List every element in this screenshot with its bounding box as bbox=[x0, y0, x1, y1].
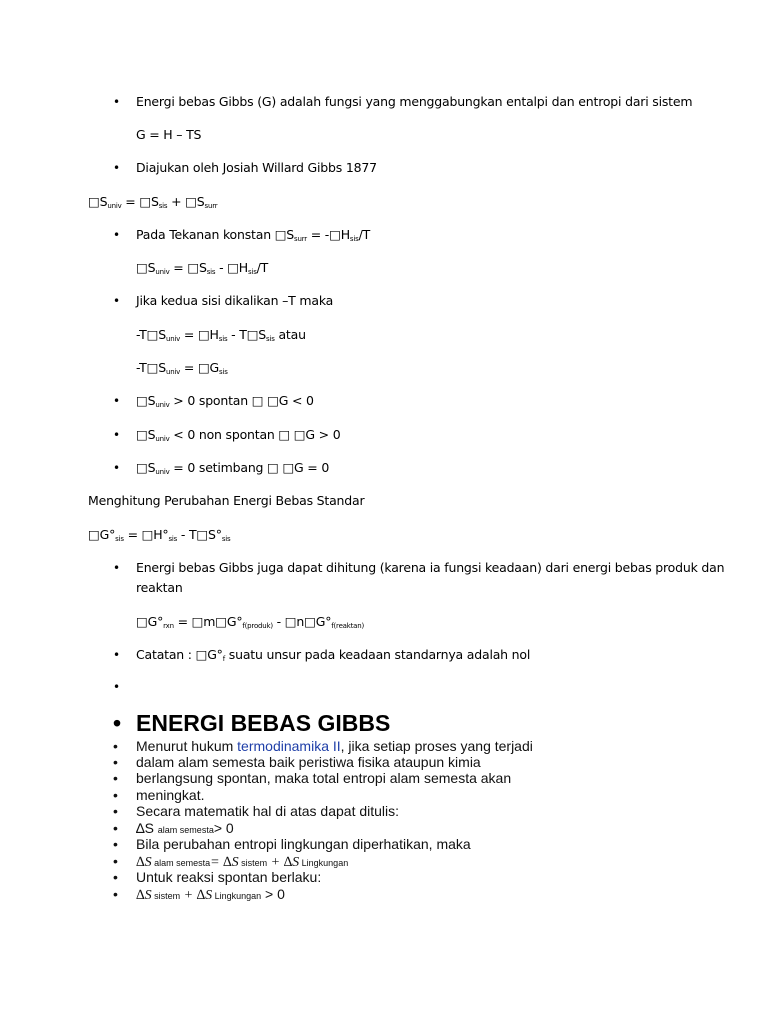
bullet: • bbox=[113, 648, 121, 662]
bullet: • bbox=[113, 738, 118, 754]
bullet: • bbox=[113, 853, 118, 869]
text-line: Energi bebas Gibbs juga dapat dihitung (karena ia fungsi keadaan) dari energi bebas produk dan bbox=[136, 560, 725, 575]
equation: G = H – TS bbox=[136, 127, 202, 142]
bullet: • bbox=[113, 161, 121, 175]
equation: $□S_{univ}$ = $□S_{sis}$ + $□S_{surr}$ bbox=[88, 194, 218, 210]
bullet: • bbox=[113, 228, 121, 242]
bullet: • bbox=[113, 428, 121, 442]
text-line: berlangsung spontan, maka total entropi alam semesta akan bbox=[136, 770, 512, 786]
equation: ∆S alam semesta> 0 bbox=[136, 820, 234, 836]
text-line: Secara matematik hal di atas dapat ditulis: bbox=[136, 803, 400, 819]
bullet: • bbox=[113, 294, 121, 308]
bullet: • bbox=[113, 770, 118, 786]
text-line: Jika kedua sisi dikalikan –T maka bbox=[136, 293, 334, 308]
bullet: • bbox=[113, 461, 121, 475]
bullet: • bbox=[113, 869, 118, 885]
equation: $□G^\circ_{rxn}$ = $□m□G^\circ_{f(produk)}$ - $□n□G^\circ_{f(reaktan)}$ bbox=[136, 614, 365, 630]
section-heading: Menghitung Perubahan Energi Bebas Standar bbox=[88, 493, 365, 508]
text-line: Untuk reaksi spontan berlaku: bbox=[136, 869, 322, 885]
text-line: Diajukan oleh Josiah Willard Gibbs 1877 bbox=[136, 160, 377, 175]
equation: $-T□S_{univ}$ = $□H_{sis}$ - $T□S_{sis}$ atau bbox=[136, 327, 306, 343]
equation: $-T□S_{univ}$ = $□G_{sis}$ bbox=[136, 360, 228, 376]
bullet: • bbox=[113, 680, 121, 694]
bullet: • bbox=[113, 710, 122, 736]
page-title: ENERGI BEBAS GIBBS bbox=[136, 710, 391, 736]
bullet: • bbox=[113, 836, 118, 852]
text-line: dalam alam semesta baik peristiwa fisika ataupun kimia bbox=[136, 754, 481, 770]
bullet: • bbox=[113, 394, 121, 408]
text-line: Bila perubahan entropi lingkungan diperhatikan, maka bbox=[136, 836, 471, 852]
text-line: Catatan : $□G^\circ_f$ suatu unsur pada keadaan standarnya adalah nol bbox=[136, 647, 531, 663]
equation: $□S_{univ} > 0$ spontan □ □G < 0 bbox=[136, 393, 314, 409]
equation: ∆S sistem + ∆S Lingkungan > 0 bbox=[136, 886, 285, 903]
bullet: • bbox=[113, 95, 121, 109]
text-line: Menurut hukum termodinamika II, jika setiap proses yang terjadi bbox=[136, 738, 533, 754]
bullet: • bbox=[113, 787, 118, 803]
bullet: • bbox=[113, 803, 118, 819]
equation: $□G^\circ_{sis}$ = $□H^\circ_{sis}$ - $T□S^\circ_{sis}$ bbox=[88, 527, 231, 543]
equation: $□S_{univ} = 0$ setimbang □ □G = 0 bbox=[136, 460, 330, 476]
text-line: Energi bebas Gibbs (G) adalah fungsi yang menggabungkan entalpi dan entropi dari sistem bbox=[136, 94, 693, 109]
text-line: meningkat. bbox=[136, 787, 205, 803]
bullet: • bbox=[113, 820, 118, 836]
equation: $□S_{univ}$ = $□S_{sis}$ - $□H_{sis}/T$ bbox=[136, 260, 269, 276]
equation: Pada Tekanan konstan $□S_{surr}$ = $-□H_{sis}/T$ bbox=[136, 227, 371, 243]
text-line: reaktan bbox=[136, 580, 183, 595]
equation: $□S_{univ} < 0$ non spontan □ □G > 0 bbox=[136, 427, 341, 443]
equation: ∆S alam semesta= ∆S sistem + ∆S Lingkungan bbox=[136, 855, 349, 870]
termodinamika-link[interactable]: termodinamika II bbox=[237, 738, 341, 754]
bullet: • bbox=[113, 561, 121, 575]
bullet: • bbox=[113, 886, 118, 902]
bullet: • bbox=[113, 754, 118, 770]
